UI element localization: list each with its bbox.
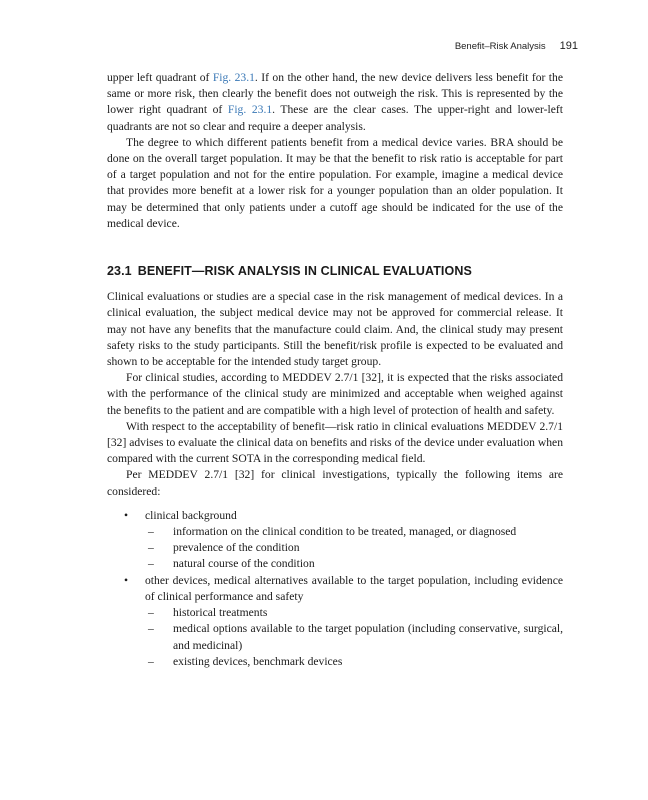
paragraph-items-intro: Per MEDDEV 2.7/1 [32] for clinical investigations, typically the following items are considered: xyxy=(107,468,563,498)
paragraph-quadrants xyxy=(107,70,563,135)
sub-list-item: – information on the clinical condition to be treated, managed, or diagnosed xyxy=(145,524,563,540)
section-title: BENEFIT—RISK ANALYSIS IN CLINICAL EVALUATIONS xyxy=(137,264,472,279)
paragraph-acceptability: With respect to the acceptability of benefit—risk ratio in clinical evaluations MEDDEV 2.7/1 [32] advises to evaluate the clinical data on benefits and risks of the device under evaluation when compared with the current SOTA in the corresponding medical field. xyxy=(107,419,563,466)
considered-items-list xyxy=(107,508,563,670)
sub-list-item: – natural course of the condition xyxy=(145,556,563,572)
figure-link[interactable]: Fig. 23.1 xyxy=(227,103,273,117)
list-item xyxy=(107,573,563,670)
sub-list-item: – prevalence of the condition xyxy=(145,540,563,556)
sub-list xyxy=(145,524,563,573)
sub-list-item: – historical treatments xyxy=(145,605,563,621)
page-body xyxy=(107,70,563,670)
text-run: upper left quadrant of xyxy=(107,71,213,84)
text-run: . If on the other hand, the new device delivers less benefit for the same or more risk, then clearly the benefit does not outweigh the risk. This is represented by the lower right quadrant of xyxy=(107,71,563,117)
running-title: Benefit–Risk Analysis xyxy=(454,41,546,52)
paragraph-clinical-studies: For clinical studies, according to MEDDEV 2.7/1 [32], it is expected that the risks associated with the performance of the clinical study are minimized and acceptable when weighed against the benefits to the patient and are compatible with a high level of protection of health and safety. xyxy=(107,371,563,417)
list-item xyxy=(107,508,563,573)
figure-link[interactable]: Fig. 23.1 xyxy=(212,71,255,84)
sub-list xyxy=(145,605,563,670)
running-header xyxy=(455,40,578,52)
sub-list-item: – medical options available to the target population (including conservative, surgical, and medicinal) xyxy=(145,621,563,653)
list-item-label: other devices, medical alternatives available to the target population, including evidence of clinical performance and safety xyxy=(145,573,563,603)
list-item-label: clinical background xyxy=(145,508,237,522)
paragraph-clinical-evaluations: Clinical evaluations or studies are a special case in the risk management of medical devices. In a clinical evaluation, the subject medical device may not be approved for commercial release. It may not have any benefits that the manufacture could claim. And, the clinical study may present safety risks to the study participants. Still the benefit/risk profile is expected to be evaluated and shown to be acceptable for the intended study target group. xyxy=(107,290,563,369)
text-run: . These are the clear cases. The upper-right and lower-left quadrants are not so clear and require a deeper analysis. xyxy=(107,103,563,133)
section-heading xyxy=(107,263,563,279)
page-number: 191 xyxy=(559,40,578,52)
paragraph-patient-benefit: The degree to which different patients benefit from a medical device varies. BRA should be done on the overall target population. It may be that the benefit to risk ratio is acceptable for part of a target population and not for the entire population. For example, imagine a medical device that provides more benefit at a lower risk for a younger population than an older population. It may be determined that only patients under a cutoff age should be indicated for the use of the medical device. xyxy=(107,135,563,230)
section-number: 23.1 xyxy=(107,264,132,279)
sub-list-item: – existing devices, benchmark devices xyxy=(145,654,563,670)
